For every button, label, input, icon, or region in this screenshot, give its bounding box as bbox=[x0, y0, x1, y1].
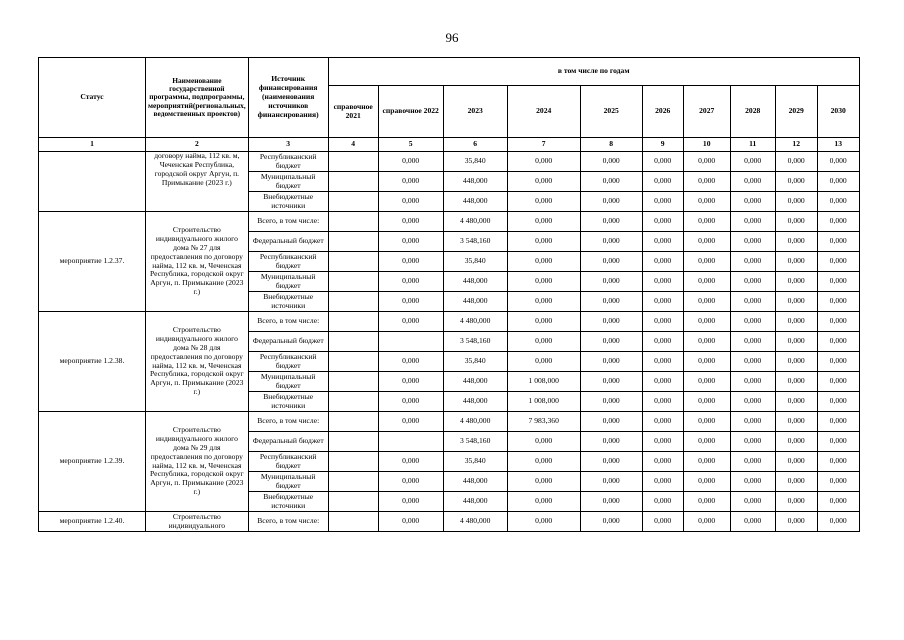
value-cell: 0,000 bbox=[378, 492, 443, 512]
value-cell: 0,000 bbox=[775, 392, 817, 412]
value-cell: 35,840 bbox=[443, 252, 507, 272]
value-cell: 0,000 bbox=[507, 152, 580, 172]
value-cell: 0,000 bbox=[775, 472, 817, 492]
value-cell: 0,000 bbox=[580, 312, 642, 332]
value-cell bbox=[328, 392, 378, 412]
value-cell: 0,000 bbox=[642, 352, 683, 372]
measure-name-cell: Строительство индивидуального жилого дома № 29 для предоставления по договору найма, 112 кв. м, Чеченская Республика, городской округ Аргун, п. Примыкание (2023 г.) bbox=[146, 412, 249, 512]
value-cell: 0,000 bbox=[507, 432, 580, 452]
value-cell: 0,000 bbox=[580, 472, 642, 492]
source-cell: Внебюджетные источники bbox=[248, 292, 328, 312]
value-cell: 0,000 bbox=[642, 272, 683, 292]
value-cell: 0,000 bbox=[507, 232, 580, 252]
value-cell: 0,000 bbox=[817, 292, 859, 312]
value-cell: 0,000 bbox=[730, 452, 775, 472]
value-cell: 0,000 bbox=[730, 472, 775, 492]
value-cell: 0,000 bbox=[642, 312, 683, 332]
value-cell bbox=[328, 152, 378, 172]
value-cell: 0,000 bbox=[642, 252, 683, 272]
source-cell: Муниципальный бюджет bbox=[248, 472, 328, 492]
value-cell: 0,000 bbox=[817, 232, 859, 252]
value-cell: 0,000 bbox=[683, 512, 730, 532]
value-cell: 0,000 bbox=[378, 212, 443, 232]
source-cell: Всего, в том числе: bbox=[248, 312, 328, 332]
value-cell: 0,000 bbox=[730, 292, 775, 312]
value-cell: 0,000 bbox=[378, 272, 443, 292]
value-cell bbox=[378, 432, 443, 452]
header-year: 2025 bbox=[580, 86, 642, 138]
value-cell: 0,000 bbox=[683, 172, 730, 192]
value-cell: 0,000 bbox=[580, 272, 642, 292]
source-cell: Муниципальный бюджет bbox=[248, 372, 328, 392]
value-cell: 0,000 bbox=[642, 292, 683, 312]
value-cell: 0,000 bbox=[507, 192, 580, 212]
measure-name-cell: Строительство индивидуального жилого дома № 27 для предоставления по договору найма, 112 кв. м, Чеченская Республика, городской округ Аргун, п. Примыкание (2023 г.) bbox=[146, 212, 249, 312]
value-cell bbox=[328, 432, 378, 452]
value-cell: 0,000 bbox=[683, 232, 730, 252]
value-cell: 448,000 bbox=[443, 472, 507, 492]
value-cell: 0,000 bbox=[730, 352, 775, 372]
value-cell bbox=[328, 332, 378, 352]
value-cell: 0,000 bbox=[683, 432, 730, 452]
value-cell: 448,000 bbox=[443, 392, 507, 412]
value-cell: 0,000 bbox=[642, 332, 683, 352]
value-cell: 0,000 bbox=[775, 152, 817, 172]
value-cell: 35,840 bbox=[443, 152, 507, 172]
value-cell: 448,000 bbox=[443, 492, 507, 512]
value-cell: 0,000 bbox=[642, 472, 683, 492]
value-cell: 4 480,000 bbox=[443, 312, 507, 332]
value-cell: 0,000 bbox=[378, 372, 443, 392]
value-cell: 0,000 bbox=[730, 432, 775, 452]
value-cell: 0,000 bbox=[580, 212, 642, 232]
value-cell: 0,000 bbox=[730, 252, 775, 272]
source-cell: Федеральный бюджет bbox=[248, 332, 328, 352]
value-cell: 448,000 bbox=[443, 172, 507, 192]
value-cell: 0,000 bbox=[683, 492, 730, 512]
source-cell: Внебюджетные источники bbox=[248, 392, 328, 412]
value-cell: 0,000 bbox=[817, 332, 859, 352]
value-cell: 0,000 bbox=[642, 232, 683, 252]
value-cell: 35,840 bbox=[443, 452, 507, 472]
value-cell: 7 983,360 bbox=[507, 412, 580, 432]
value-cell: 0,000 bbox=[817, 432, 859, 452]
header-source: Источник финансирования (наименования источников финансирования) bbox=[248, 58, 328, 138]
value-cell: 0,000 bbox=[507, 512, 580, 532]
value-cell: 1 008,000 bbox=[507, 392, 580, 412]
value-cell: 0,000 bbox=[507, 272, 580, 292]
header-year: 2027 bbox=[683, 86, 730, 138]
value-cell: 0,000 bbox=[683, 212, 730, 232]
value-cell bbox=[328, 232, 378, 252]
source-cell: Федеральный бюджет bbox=[248, 432, 328, 452]
value-cell: 0,000 bbox=[378, 472, 443, 492]
value-cell: 0,000 bbox=[642, 452, 683, 472]
value-cell: 448,000 bbox=[443, 372, 507, 392]
source-cell: Муниципальный бюджет bbox=[248, 272, 328, 292]
column-number: 7 bbox=[507, 138, 580, 152]
value-cell: 0,000 bbox=[775, 432, 817, 452]
value-cell: 0,000 bbox=[580, 432, 642, 452]
measure-name-cell: договору найма, 112 кв. м, Чеченская Республика, городской округ Аргун, п. Примыкание (2023 г.) bbox=[146, 152, 249, 212]
value-cell: 0,000 bbox=[580, 512, 642, 532]
value-cell: 0,000 bbox=[507, 492, 580, 512]
value-cell: 3 548,160 bbox=[443, 432, 507, 452]
page-number: 96 bbox=[445, 30, 459, 45]
value-cell: 1 008,000 bbox=[507, 372, 580, 392]
value-cell: 0,000 bbox=[378, 392, 443, 412]
value-cell: 0,000 bbox=[730, 372, 775, 392]
value-cell: 0,000 bbox=[817, 492, 859, 512]
value-cell: 0,000 bbox=[817, 472, 859, 492]
value-cell: 0,000 bbox=[730, 232, 775, 252]
value-cell: 0,000 bbox=[683, 352, 730, 372]
value-cell: 0,000 bbox=[817, 272, 859, 292]
value-cell bbox=[328, 172, 378, 192]
value-cell bbox=[328, 412, 378, 432]
source-cell: Внебюджетные источники bbox=[248, 192, 328, 212]
value-cell bbox=[328, 212, 378, 232]
header-year: 2029 bbox=[775, 86, 817, 138]
value-cell: 0,000 bbox=[683, 312, 730, 332]
table-row bbox=[39, 512, 860, 532]
value-cell bbox=[328, 312, 378, 332]
table-row bbox=[39, 312, 860, 332]
header-year: 2023 bbox=[443, 86, 507, 138]
value-cell bbox=[378, 332, 443, 352]
value-cell: 0,000 bbox=[683, 192, 730, 212]
value-cell: 0,000 bbox=[507, 312, 580, 332]
column-number: 8 bbox=[580, 138, 642, 152]
value-cell: 0,000 bbox=[775, 192, 817, 212]
value-cell bbox=[328, 252, 378, 272]
header-year: 2024 bbox=[507, 86, 580, 138]
value-cell: 0,000 bbox=[642, 412, 683, 432]
value-cell: 0,000 bbox=[642, 392, 683, 412]
value-cell bbox=[328, 512, 378, 532]
value-cell: 0,000 bbox=[642, 212, 683, 232]
column-number: 6 bbox=[443, 138, 507, 152]
value-cell: 0,000 bbox=[507, 292, 580, 312]
value-cell: 0,000 bbox=[817, 312, 859, 332]
value-cell: 0,000 bbox=[507, 352, 580, 372]
measure-name-cell: Строительство индивидуального bbox=[146, 512, 249, 532]
column-number: 11 bbox=[730, 138, 775, 152]
value-cell: 0,000 bbox=[378, 512, 443, 532]
source-cell: Республиканский бюджет bbox=[248, 452, 328, 472]
header-year: 2030 bbox=[817, 86, 859, 138]
value-cell: 0,000 bbox=[683, 252, 730, 272]
value-cell: 0,000 bbox=[378, 192, 443, 212]
value-cell: 0,000 bbox=[642, 512, 683, 532]
status-cell: мероприятие 1.2.37. bbox=[39, 212, 146, 312]
value-cell: 0,000 bbox=[775, 452, 817, 472]
value-cell: 0,000 bbox=[642, 372, 683, 392]
value-cell: 0,000 bbox=[775, 212, 817, 232]
value-cell bbox=[328, 292, 378, 312]
value-cell: 4 480,000 bbox=[443, 212, 507, 232]
value-cell: 0,000 bbox=[642, 172, 683, 192]
value-cell: 3 548,160 bbox=[443, 332, 507, 352]
value-cell: 0,000 bbox=[507, 252, 580, 272]
source-cell: Муниципальный бюджет bbox=[248, 172, 328, 192]
column-number: 13 bbox=[817, 138, 859, 152]
value-cell: 0,000 bbox=[580, 332, 642, 352]
value-cell: 0,000 bbox=[775, 172, 817, 192]
value-cell: 0,000 bbox=[580, 412, 642, 432]
value-cell: 0,000 bbox=[378, 412, 443, 432]
value-cell bbox=[328, 272, 378, 292]
value-cell: 0,000 bbox=[817, 512, 859, 532]
value-cell: 0,000 bbox=[817, 192, 859, 212]
value-cell: 0,000 bbox=[580, 232, 642, 252]
value-cell: 0,000 bbox=[817, 392, 859, 412]
status-cell: мероприятие 1.2.40. bbox=[39, 512, 146, 532]
value-cell: 0,000 bbox=[775, 312, 817, 332]
value-cell bbox=[328, 492, 378, 512]
value-cell: 0,000 bbox=[775, 252, 817, 272]
value-cell bbox=[328, 192, 378, 212]
column-number: 1 bbox=[39, 138, 146, 152]
value-cell: 0,000 bbox=[642, 492, 683, 512]
value-cell: 0,000 bbox=[683, 472, 730, 492]
value-cell: 0,000 bbox=[730, 192, 775, 212]
column-number: 2 bbox=[146, 138, 249, 152]
value-cell: 0,000 bbox=[580, 192, 642, 212]
column-number: 4 bbox=[328, 138, 378, 152]
header-status: Статус bbox=[39, 58, 146, 138]
value-cell: 0,000 bbox=[378, 292, 443, 312]
value-cell: 0,000 bbox=[580, 252, 642, 272]
value-cell: 0,000 bbox=[730, 172, 775, 192]
value-cell: 0,000 bbox=[378, 312, 443, 332]
value-cell: 0,000 bbox=[817, 352, 859, 372]
value-cell: 0,000 bbox=[817, 452, 859, 472]
value-cell: 0,000 bbox=[775, 412, 817, 432]
value-cell: 0,000 bbox=[730, 512, 775, 532]
status-cell: мероприятие 1.2.38. bbox=[39, 312, 146, 412]
header-name: Наименование государственной программы, подпрограммы, мероприятий(региональных, ведомственных проектов) bbox=[146, 58, 249, 138]
value-cell: 0,000 bbox=[580, 292, 642, 312]
value-cell: 448,000 bbox=[443, 192, 507, 212]
status-cell: мероприятие 1.2.39. bbox=[39, 412, 146, 512]
table-row bbox=[39, 152, 860, 172]
value-cell: 0,000 bbox=[683, 452, 730, 472]
column-number: 12 bbox=[775, 138, 817, 152]
value-cell: 0,000 bbox=[507, 452, 580, 472]
value-cell: 0,000 bbox=[580, 492, 642, 512]
value-cell: 0,000 bbox=[580, 172, 642, 192]
value-cell: 0,000 bbox=[730, 392, 775, 412]
value-cell: 0,000 bbox=[378, 252, 443, 272]
value-cell: 0,000 bbox=[580, 352, 642, 372]
source-cell: Всего, в том числе: bbox=[248, 212, 328, 232]
value-cell: 0,000 bbox=[775, 332, 817, 352]
value-cell: 0,000 bbox=[730, 152, 775, 172]
header-year: справочное 2021 bbox=[328, 86, 378, 138]
table-row bbox=[39, 412, 860, 432]
value-cell: 448,000 bbox=[443, 292, 507, 312]
value-cell: 0,000 bbox=[817, 412, 859, 432]
header-years-group: в том числе по годам bbox=[328, 58, 859, 86]
header-year: 2028 bbox=[730, 86, 775, 138]
value-cell: 0,000 bbox=[775, 272, 817, 292]
value-cell: 0,000 bbox=[817, 372, 859, 392]
source-cell: Всего, в том числе: bbox=[248, 512, 328, 532]
value-cell: 0,000 bbox=[378, 352, 443, 372]
value-cell: 4 480,000 bbox=[443, 512, 507, 532]
value-cell: 0,000 bbox=[507, 212, 580, 232]
column-number: 3 bbox=[248, 138, 328, 152]
column-number: 10 bbox=[683, 138, 730, 152]
value-cell: 0,000 bbox=[775, 352, 817, 372]
value-cell: 0,000 bbox=[378, 172, 443, 192]
value-cell: 35,840 bbox=[443, 352, 507, 372]
value-cell: 0,000 bbox=[507, 172, 580, 192]
value-cell: 0,000 bbox=[580, 372, 642, 392]
value-cell: 0,000 bbox=[817, 252, 859, 272]
table-row bbox=[39, 212, 860, 232]
value-cell: 0,000 bbox=[730, 412, 775, 432]
header-year: 2026 bbox=[642, 86, 683, 138]
value-cell: 4 480,000 bbox=[443, 412, 507, 432]
value-cell: 0,000 bbox=[683, 332, 730, 352]
value-cell: 0,000 bbox=[683, 372, 730, 392]
value-cell: 0,000 bbox=[730, 492, 775, 512]
value-cell bbox=[328, 372, 378, 392]
value-cell: 448,000 bbox=[443, 272, 507, 292]
value-cell: 0,000 bbox=[378, 152, 443, 172]
value-cell: 0,000 bbox=[775, 232, 817, 252]
value-cell: 0,000 bbox=[817, 152, 859, 172]
value-cell bbox=[328, 452, 378, 472]
value-cell: 0,000 bbox=[642, 152, 683, 172]
value-cell: 0,000 bbox=[507, 332, 580, 352]
value-cell: 0,000 bbox=[580, 392, 642, 412]
value-cell: 0,000 bbox=[683, 272, 730, 292]
source-cell: Республиканский бюджет bbox=[248, 252, 328, 272]
value-cell: 0,000 bbox=[730, 272, 775, 292]
header-year: справочное 2022 bbox=[378, 86, 443, 138]
value-cell bbox=[328, 352, 378, 372]
value-cell: 0,000 bbox=[775, 292, 817, 312]
value-cell: 0,000 bbox=[775, 492, 817, 512]
value-cell: 0,000 bbox=[580, 152, 642, 172]
value-cell: 0,000 bbox=[817, 212, 859, 232]
value-cell: 0,000 bbox=[642, 192, 683, 212]
value-cell: 0,000 bbox=[730, 212, 775, 232]
value-cell: 0,000 bbox=[775, 512, 817, 532]
measure-name-cell: Строительство индивидуального жилого дома № 28 для предоставления по договору найма, 112 кв. м, Чеченская Республика, городской округ Аргун, п. Примыкание (2023 г.) bbox=[146, 312, 249, 412]
value-cell: 0,000 bbox=[683, 292, 730, 312]
value-cell: 3 548,160 bbox=[443, 232, 507, 252]
value-cell: 0,000 bbox=[730, 332, 775, 352]
value-cell: 0,000 bbox=[683, 152, 730, 172]
value-cell: 0,000 bbox=[730, 312, 775, 332]
value-cell: 0,000 bbox=[580, 452, 642, 472]
value-cell: 0,000 bbox=[775, 372, 817, 392]
financing-table bbox=[38, 57, 860, 532]
status-cell bbox=[39, 152, 146, 212]
value-cell: 0,000 bbox=[683, 412, 730, 432]
value-cell bbox=[328, 472, 378, 492]
column-number: 9 bbox=[642, 138, 683, 152]
value-cell: 0,000 bbox=[683, 392, 730, 412]
source-cell: Всего, в том числе: bbox=[248, 412, 328, 432]
source-cell: Федеральный бюджет bbox=[248, 232, 328, 252]
source-cell: Внебюджетные источники bbox=[248, 492, 328, 512]
value-cell: 0,000 bbox=[378, 232, 443, 252]
value-cell: 0,000 bbox=[378, 452, 443, 472]
source-cell: Республиканский бюджет bbox=[248, 352, 328, 372]
source-cell: Республиканский бюджет bbox=[248, 152, 328, 172]
value-cell: 0,000 bbox=[507, 472, 580, 492]
value-cell: 0,000 bbox=[817, 172, 859, 192]
column-number: 5 bbox=[378, 138, 443, 152]
value-cell: 0,000 bbox=[642, 432, 683, 452]
